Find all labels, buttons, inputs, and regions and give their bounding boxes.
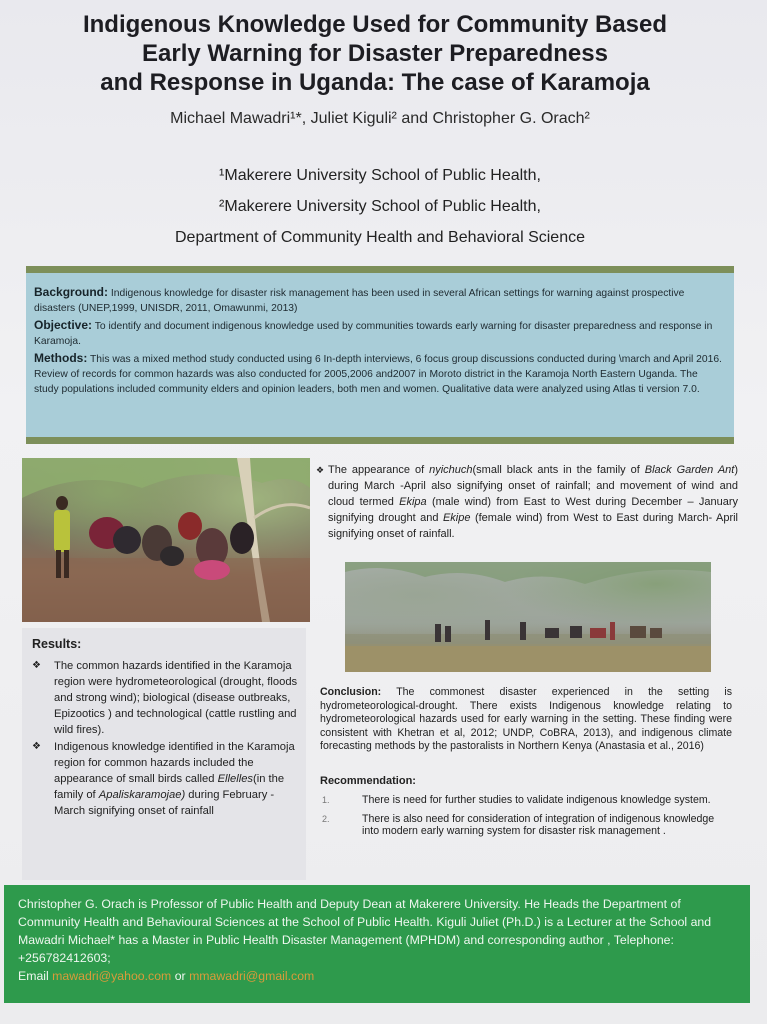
recommendation-item-2: [320, 813, 730, 838]
objective-text: To identify and document indigenous knowledge used by communities towards early warning for disaster preparedness and response in Karamoja.: [34, 321, 713, 347]
objective-label: Objective:: [34, 318, 93, 332]
objective-paragraph: [34, 318, 724, 349]
results-item-1: ❖ The common hazards identified in the Karamoja region were hydrometeorological (drought, floods and strong wind); biological (disease outbreaks, Epizootics ) and technological (cattle rustling and wild fires).: [30, 658, 298, 738]
results-list: [30, 658, 298, 819]
authors: Michael Mawadri¹*, Juliet Kiguli² and Christopher G. Orach²: [170, 110, 590, 127]
results-item-2: [30, 739, 298, 819]
community-meeting-photo: [22, 458, 310, 622]
email-or: or: [171, 969, 190, 983]
poster-title: [30, 10, 720, 97]
recommendation-number: 2.: [322, 813, 330, 824]
rb-italic-3: Ekipa: [399, 496, 427, 508]
recommendation-item-1: [320, 794, 730, 807]
recommendation-text: There is also need for consideration of integration of indigenous knowledge into modern early warning system for disaster risk management .: [362, 812, 715, 837]
results-item-2-italic-1: Ellelles: [217, 773, 254, 785]
rb-text-1: The appearance of: [328, 464, 430, 476]
author-bio: Christopher G. Orach is Professor of Public Health and Deputy Dean at Makerere University. He Heads the Department of Community Health and Behavioural Sciences at the School of Public Health. Kiguli Juliet (Ph.D.) is a Lecturer at the School and Mawadri Michael* has a Master in Public Health Disaster Management (MPHDM) and corresponding author , Telephone: +256782412603;: [18, 897, 712, 965]
methods-paragraph: [34, 351, 724, 397]
recommendation-heading: Recommendation:: [320, 775, 416, 787]
recommendation-number: 1.: [322, 795, 330, 805]
title-line-1: Indigenous Knowledge Used for Community Based: [82, 11, 668, 38]
background-text: Indigenous knowledge for disaster risk management has been used in several African settings for warning against prospective disasters (UNEP,1999, UNISDR, 2011, Omawunmi, 2013): [34, 288, 685, 314]
rb-text-2: (small black ants in the family of: [472, 464, 645, 476]
results-heading: Results:: [32, 637, 82, 651]
abstract-box: [26, 266, 734, 444]
conclusion-paragraph: [320, 686, 732, 754]
recommendation-list: [320, 794, 730, 844]
rb-text-3: ) during March -April also signifying onset of rainfall; and movement of wind and cloud termed: [328, 464, 738, 508]
field-scene-photo: [345, 562, 711, 672]
email-link-gmail[interactable]: mmawadri@gmail.com: [189, 969, 315, 983]
affiliation-3: Department of Community Health and Behavioral Science: [175, 229, 585, 246]
conclusion-section: [320, 686, 732, 754]
recommendation-text: There is need for further studies to validate indigenous knowledge system.: [362, 794, 711, 806]
conclusion-label: Conclusion:: [320, 686, 382, 698]
results-item-3: [316, 462, 738, 542]
email-label: Email: [18, 969, 53, 983]
results-item-2-after: during February -March signifying onset of rainfall: [54, 789, 275, 817]
affiliation-1: ¹Makerere University School of Public Health,: [219, 167, 541, 184]
rb-italic-2: Black Garden Ant: [644, 464, 735, 476]
results-item-2-italic-2: Apaliskaramojae): [98, 789, 186, 801]
rb-italic-4: Ekipe: [442, 512, 471, 524]
email-link-yahoo[interactable]: mawadri@yahoo.com: [52, 969, 172, 983]
background-paragraph: [34, 285, 724, 316]
background-label: Background:: [34, 285, 109, 299]
affiliations: [100, 160, 660, 253]
field-scene-illustration: [345, 562, 711, 672]
email-line: [18, 967, 736, 985]
community-meeting-illustration: [22, 458, 310, 622]
conclusion-text: The commonest disaster experienced in the setting is hydrometeorological-drought. There exists Indigenous knowledge relating to hydrometeorological hazards used for early warning in the setting. These finding were consistent with Khetran et al, 2012; UNDP, CoBRA, 2013), and indigenous climate forecasting methods by the pastoralists in Northern Kenya (Anastasia et al., 2016): [320, 686, 732, 752]
results-continued: [316, 462, 738, 542]
results-item-2-before: Indigenous knowledge identified in the Karamoja region for common hazards included the appearance of small birds called: [54, 741, 295, 785]
title-line-3: and Response in Uganda: The case of Karamoja: [100, 69, 650, 96]
results-item-2-mid: (in the family of: [54, 773, 285, 801]
results-section: [22, 628, 306, 880]
author-info-footer: [4, 885, 750, 1003]
rb-text-4: (male wind) from East to West during December – January signifying drought and: [328, 496, 738, 524]
rb-italic-1: nyichuch: [429, 464, 473, 476]
affiliation-2: ²Makerere University School of Public Health,: [219, 198, 541, 215]
rb-text-5: (female wind) from West to East during March- April signifying onset of rainfall.: [328, 512, 738, 540]
methods-label: Methods:: [34, 351, 88, 365]
title-line-2: Early Warning for Disaster Preparedness: [142, 40, 608, 67]
methods-text: This was a mixed method study conducted using 6 In-depth interviews, 6 focus group discussions conducted during \march and April 2016. Review of records for common hazards was also conducted for 2005,2006 and2007 in Moroto district in the Karamoja North Eastern Uganda. The study populations included community elders and opinion leaders, both men and women. Qualitative data were analyzed using Atlas ti version 7.0.: [34, 354, 722, 395]
